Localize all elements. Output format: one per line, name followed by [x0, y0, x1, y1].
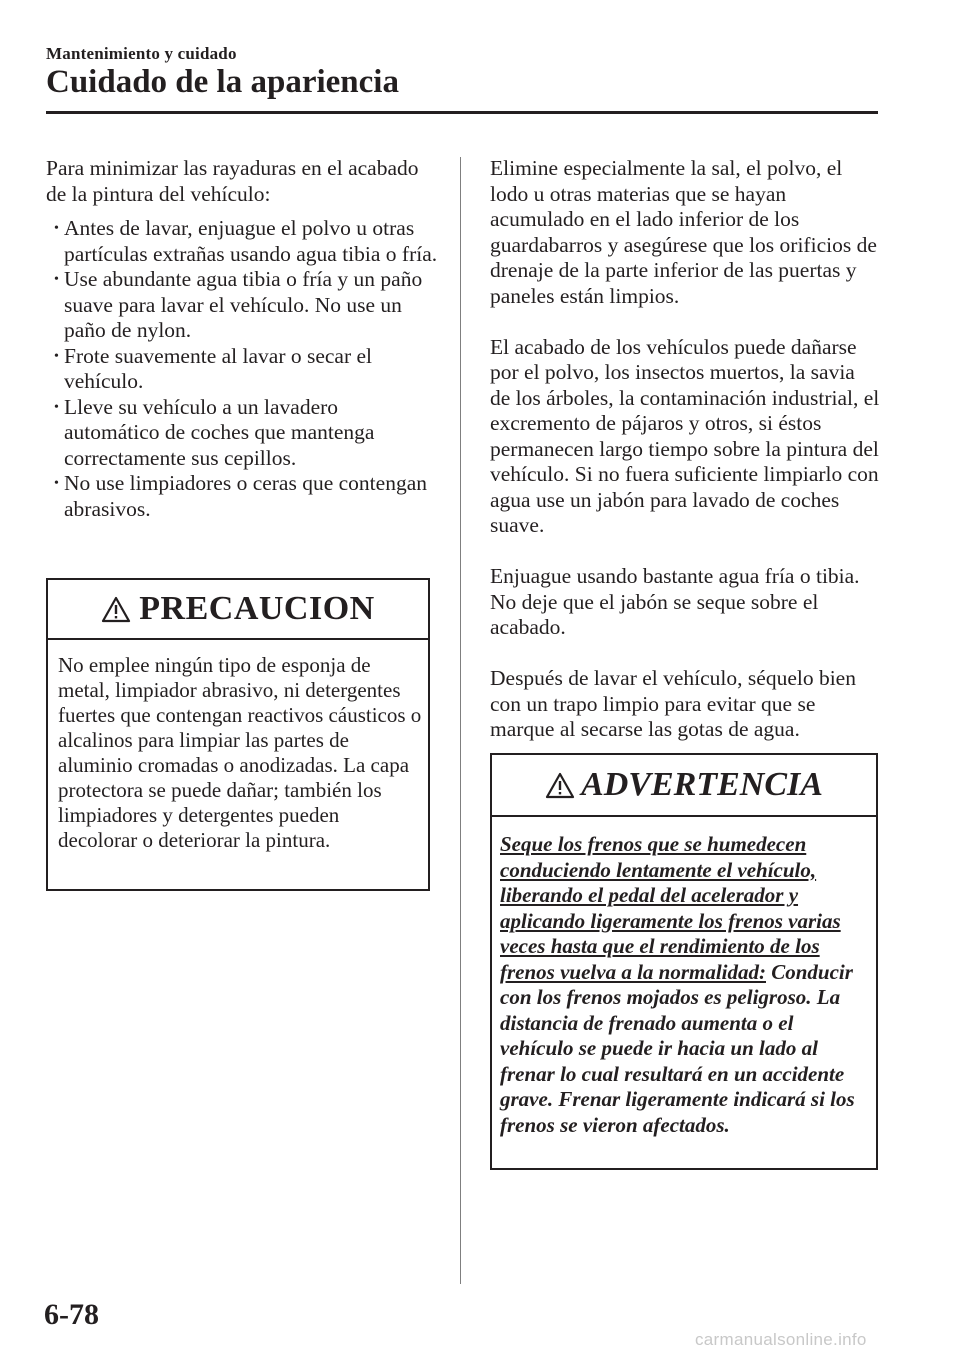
list-item: [46, 344, 438, 395]
paragraph: Después de lavar el vehículo, séquelo bien con un trapo limpio para evitar que se marque al secarse las gotas de agua.: [490, 666, 856, 741]
section-label: Mantenimiento y cuidado: [46, 44, 237, 63]
warning-title: ADVERTENCIA: [581, 766, 823, 803]
warning-body-text: Conducir con los frenos mojados es peligroso. La distancia de frenado aumenta o el vehículo se puede ir hacia un lado al frenar lo cual resultará en un accidente grave. Frenar ligeramente indicará si los frenos se vieron afectados.: [500, 959, 855, 1137]
list-item-text: Lleve su vehículo a un lavadero automático de coches que mantenga correctamente sus cepillos.: [64, 394, 375, 470]
title-rule: [46, 111, 878, 114]
right-column: [490, 156, 880, 768]
caution-header: [48, 580, 428, 640]
warning-triangle-icon: [545, 772, 575, 799]
page-number: 6-78: [44, 1298, 99, 1331]
left-column: [46, 156, 438, 522]
list-item: [46, 471, 438, 522]
list-item-text: No use limpiadores o ceras que contengan abrasivos.: [64, 471, 427, 521]
list-item-text: Frote suavemente al lavar o secar el vehículo.: [64, 343, 373, 393]
caution-title: PRECAUCION: [139, 590, 375, 627]
column-divider: [460, 157, 461, 1284]
bullet-icon: •: [54, 348, 59, 364]
warning-underlined-text: Seque los frenos que se humedecen conduciendo lentamente el vehículo, liberando el pedal del acelerador y aplicando ligeramente los frenos varias veces hasta que el rendimiento de los frenos vuelva a la normalidad:: [500, 832, 841, 984]
bullet-icon: •: [54, 221, 59, 236]
bullet-icon: •: [54, 399, 59, 415]
caution-box: [46, 578, 430, 891]
page-title: Cuidado de la apariencia: [46, 64, 399, 100]
list-item: [46, 395, 438, 472]
warning-header: [492, 755, 876, 817]
warning-triangle-icon: [101, 596, 131, 623]
warning-box: [490, 753, 878, 1170]
intro-paragraph: Para minimizar las rayaduras en el acabado de la pintura del vehículo:: [46, 156, 419, 206]
list-item-text: Antes de lavar, enjuague el polvo u otras partículas extrañas usando agua tibia o fría.: [64, 216, 438, 266]
paragraph: Elimine especialmente la sal, el polvo, el lodo u otras materias que se hayan acumulado en el lado inferior de los guardabarros y asegúrese que los orificios de drenaje de la parte inferior de las puertas y paneles están limpios.: [490, 156, 877, 308]
watermark: carmanualsonline.info: [695, 1330, 867, 1349]
caution-text: No emplee ningún tipo de esponja de metal, limpiador abrasivo, ni detergentes fuertes que contengan reactivos cáusticos o alcalinos para limpiar las partes de aluminio cromadas o anodizadas. La capa protectora se puede dañar; también los limpiadores y detergentes pueden decolorar o deteriorar la pintura.: [58, 653, 422, 852]
paragraph: Enjuague usando bastante agua fría o tibia. No deje que el jabón se seque sobre el acabado.: [490, 564, 860, 639]
list-item: [46, 267, 438, 344]
bullet-list: [46, 216, 438, 522]
warning-text: [500, 832, 872, 1138]
list-item: [46, 216, 438, 267]
bullet-icon: •: [54, 476, 59, 491]
bullet-icon: •: [54, 272, 59, 287]
list-item-text: Use abundante agua tibia o fría y un paño suave para lavar el vehículo. No use un paño de nylon.: [64, 267, 423, 342]
paragraph: El acabado de los vehículos puede dañarse por el polvo, los insectos muertos, la savia de los árboles, la contaminación industrial, el excremento de pájaros y otros, si éstos permanecen largo tiempo sobre la pintura del vehículo. Si no fuera suficiente limpiarlo con agua use un jabón para lavado de coches suave.: [490, 334, 880, 537]
